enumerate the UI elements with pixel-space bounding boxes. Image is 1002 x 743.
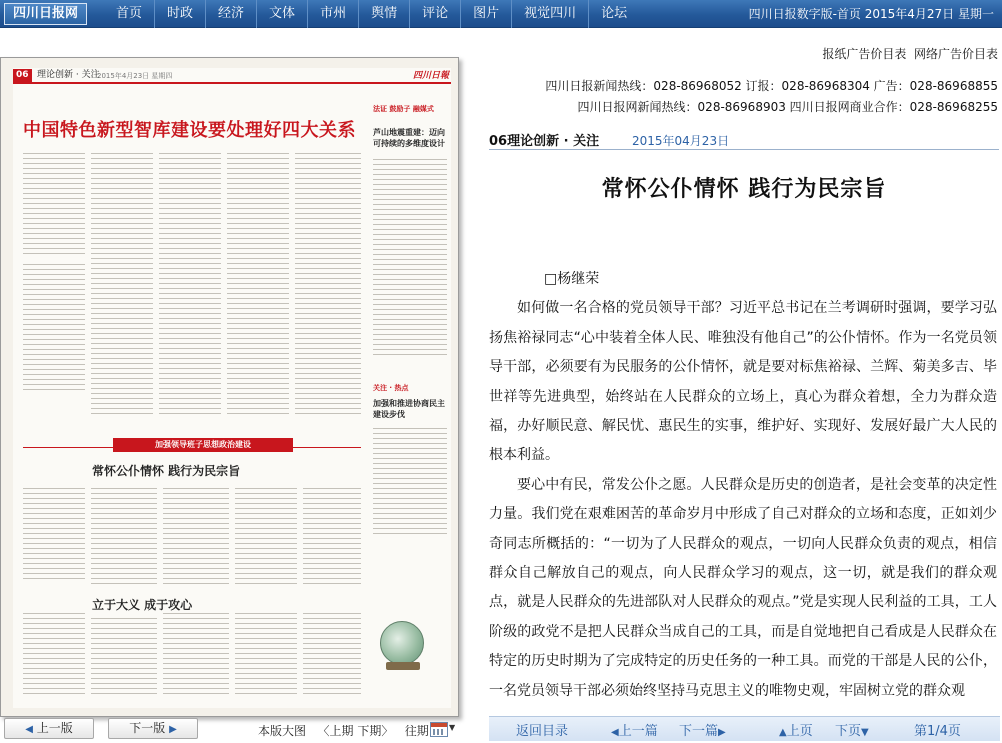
edition-date-info: 四川日报数字版-首页 2015年4月27日 星期一 — [748, 7, 994, 21]
thumbnail-text-block — [23, 613, 85, 698]
article-author: □杨继荣 — [544, 271, 600, 287]
site-logo[interactable]: 四川日报网 — [4, 3, 87, 25]
thumbnail-section: 理论创新 · 关注 — [37, 70, 100, 80]
next-issue-link[interactable]: 下期〉 — [357, 724, 394, 738]
article-paragraph: 要心中有民，常发公仆之愿。人民群众是历史的创造者，是社会变革的决定性力量。我们党在艰难困苦的革命岁月中形成了自己对群众的立场和态度，正如刘少奇同志所概括的：“一切为了人民群众的观点，一切向人民群众负责的观点，相信群众自己解放自己的观点，向人民群众学习的观点，这一切，就是我们的群众观点，就是人民群众的先进部队对人民群众的观点。”党是实现人民利益的工具，工人阶级的政党不是把人民群众当成自己的工具，而是自觉地把自己看成是人民群众在特定的历史时期为了完成特定的历史任务的一种工具。而党的干部是人民的公仆，一名党员领导干部必须始终坚持马克思主义的唯物史观，牢固树立党的群众观 — [489, 476, 997, 699]
thumbnail-text-block — [159, 153, 221, 418]
article-date: 2015年04月23日 — [632, 134, 730, 148]
prev-edition-label: 上一版 — [36, 721, 73, 735]
article-section: 06理论创新 · 关注 — [489, 134, 600, 149]
thumbnail-headline-current-article[interactable]: 常怀公仆情怀 践行为民宗旨 — [92, 464, 241, 478]
globe-stand — [386, 662, 420, 670]
next-page-label: 下页 — [835, 724, 862, 739]
next-edition-button[interactable] — [108, 718, 198, 739]
thumbnail-text-block — [373, 428, 447, 538]
thumbnail-text-block — [23, 264, 85, 394]
triangle-left-icon: ◀ — [611, 727, 619, 738]
thumbnail-text-block — [295, 153, 361, 418]
nav-item-home[interactable]: 首页 — [116, 6, 143, 21]
thumbnail-text-block — [163, 613, 229, 698]
archive-link[interactable]: 往期 — [404, 724, 429, 738]
article-toolbar — [489, 716, 1000, 741]
thumbnail-headline-think-tank[interactable]: 中国特色新型智库建设要处理好四大关系 — [23, 120, 356, 141]
nav-item-pictures[interactable]: 图片 — [460, 0, 511, 28]
globe-illustration — [380, 621, 424, 665]
nav-item-politics[interactable]: 时政 — [154, 0, 205, 28]
page-indicator: 第1/4页 — [914, 724, 961, 739]
ad-price-links — [822, 45, 998, 62]
thumbnail-sidebar-tag-2: 关注 · 热点 — [373, 384, 409, 392]
nav-item-forum[interactable]: 论坛 — [588, 0, 639, 28]
article-body — [489, 265, 997, 714]
triangle-left-icon: ◀ — [25, 724, 33, 735]
thumbnail-headline-third-article[interactable]: 立于大义 成于攻心 — [92, 598, 193, 612]
thumbnail-text-block — [91, 153, 153, 418]
thumbnail-text-block — [91, 488, 157, 588]
thumbnail-text-block — [227, 153, 289, 418]
prev-article-link[interactable] — [611, 720, 658, 739]
prev-issue-link[interactable]: 〈上期 — [317, 724, 354, 738]
article-section-bar — [489, 128, 999, 150]
thumbnail-sidebar-headline-2[interactable]: 加强和推进协商民主建设步伐 — [373, 399, 445, 419]
nav-item-economy[interactable]: 经济 — [205, 0, 256, 28]
prev-edition-button[interactable] — [4, 718, 94, 739]
prev-article-label: 上一篇 — [618, 724, 658, 739]
thumbnail-sidebar-tag: 法证 鼓励子 融媒式 — [373, 105, 434, 113]
thumbnail-sidebar — [373, 104, 449, 649]
triangle-right-icon: ▶ — [169, 724, 177, 735]
nav-item-visual-sichuan[interactable]: 视觉四川 — [511, 0, 588, 28]
next-edition-label: 下一版 — [129, 721, 166, 735]
thumbnail-date: 2015年4月23日 星期四 — [97, 72, 173, 80]
thumbnail-text-block — [23, 488, 85, 583]
thumbnail-text-block — [303, 613, 361, 698]
next-page-link[interactable] — [835, 720, 869, 739]
thumbnail-text-block — [23, 153, 85, 258]
page-thumbnail-frame — [0, 57, 459, 717]
thumbnail-brand: 四川日報 — [412, 71, 449, 81]
next-article-link[interactable] — [679, 720, 726, 739]
nav-item-cities[interactable]: 市州 — [307, 0, 358, 28]
article-paragraph: 如何做一名合格的党员领导干部？习近平总书记在兰考调研时强调，要学习弘扬焦裕禄同志“心中装着全体人民、唯独没有他自己”的公仆情怀。作为一名党员领导干部，必须要有为民服务的公仆情怀，就是要对标焦裕禄、兰辉、菊美多吉、毕世祥等先进典型，始终站在人民群众的立场上，真心为群众着想，全力为群众造福，办好顺民意、解民忧、惠民生的实事，维护好、实现好、发展好最广大人民的根本利益。 — [489, 300, 997, 464]
nav-item-public-opinion[interactable]: 舆情 — [358, 0, 409, 28]
calendar-icon[interactable] — [430, 722, 448, 737]
next-article-label: 下一篇 — [679, 724, 719, 739]
newspaper-hotline: 四川日报新闻热线：028-86968052 订报：028-86968304 广告：028-86968855 — [545, 79, 998, 93]
thumbnail-text-block — [163, 488, 229, 588]
triangle-right-icon: ▶ — [718, 727, 726, 738]
triangle-down-icon: ▼ — [861, 727, 869, 738]
thumbnail-text-block — [373, 159, 447, 359]
online-ad-price-link[interactable]: 网络广告价目表 — [913, 47, 998, 61]
prev-page-label: 上页 — [786, 724, 813, 739]
newspaper-page-thumbnail[interactable] — [13, 68, 451, 708]
main-nav — [104, 0, 639, 28]
thumbnail-header — [13, 68, 451, 84]
back-to-contents-link[interactable]: 返回目录 — [516, 724, 569, 739]
thumbnail-banner: 加强领导班子思想政治建设 — [113, 438, 293, 452]
nav-item-commentary[interactable]: 评论 — [409, 0, 460, 28]
nav-item-culture-sports[interactable]: 文体 — [256, 0, 307, 28]
thumbnail-text-block — [303, 488, 361, 588]
website-hotline: 四川日报网新闻热线：028-86968903 四川日报网商业合作：028-86968255 — [577, 100, 998, 114]
big-image-link[interactable]: 本版大图 — [258, 724, 307, 738]
triangle-up-icon: ▲ — [779, 727, 787, 738]
thumbnail-text-block — [91, 618, 157, 698]
newspaper-ad-price-link[interactable]: 报纸广告价目表 — [822, 47, 907, 61]
article-title: 常怀公仆情怀 践行为民宗旨 — [601, 176, 887, 202]
top-nav-bar — [0, 0, 1002, 28]
page-tools — [258, 722, 429, 739]
thumbnail-sidebar-headline[interactable]: 芦山地震重建：迈向可持续的多维度设计 — [373, 128, 445, 148]
thumbnail-text-block — [235, 488, 297, 588]
thumbnail-page-number: 06 — [13, 69, 32, 82]
chevron-down-icon[interactable]: ▼ — [449, 723, 456, 732]
prev-page-link[interactable] — [779, 720, 813, 739]
thumbnail-text-block — [235, 613, 297, 698]
